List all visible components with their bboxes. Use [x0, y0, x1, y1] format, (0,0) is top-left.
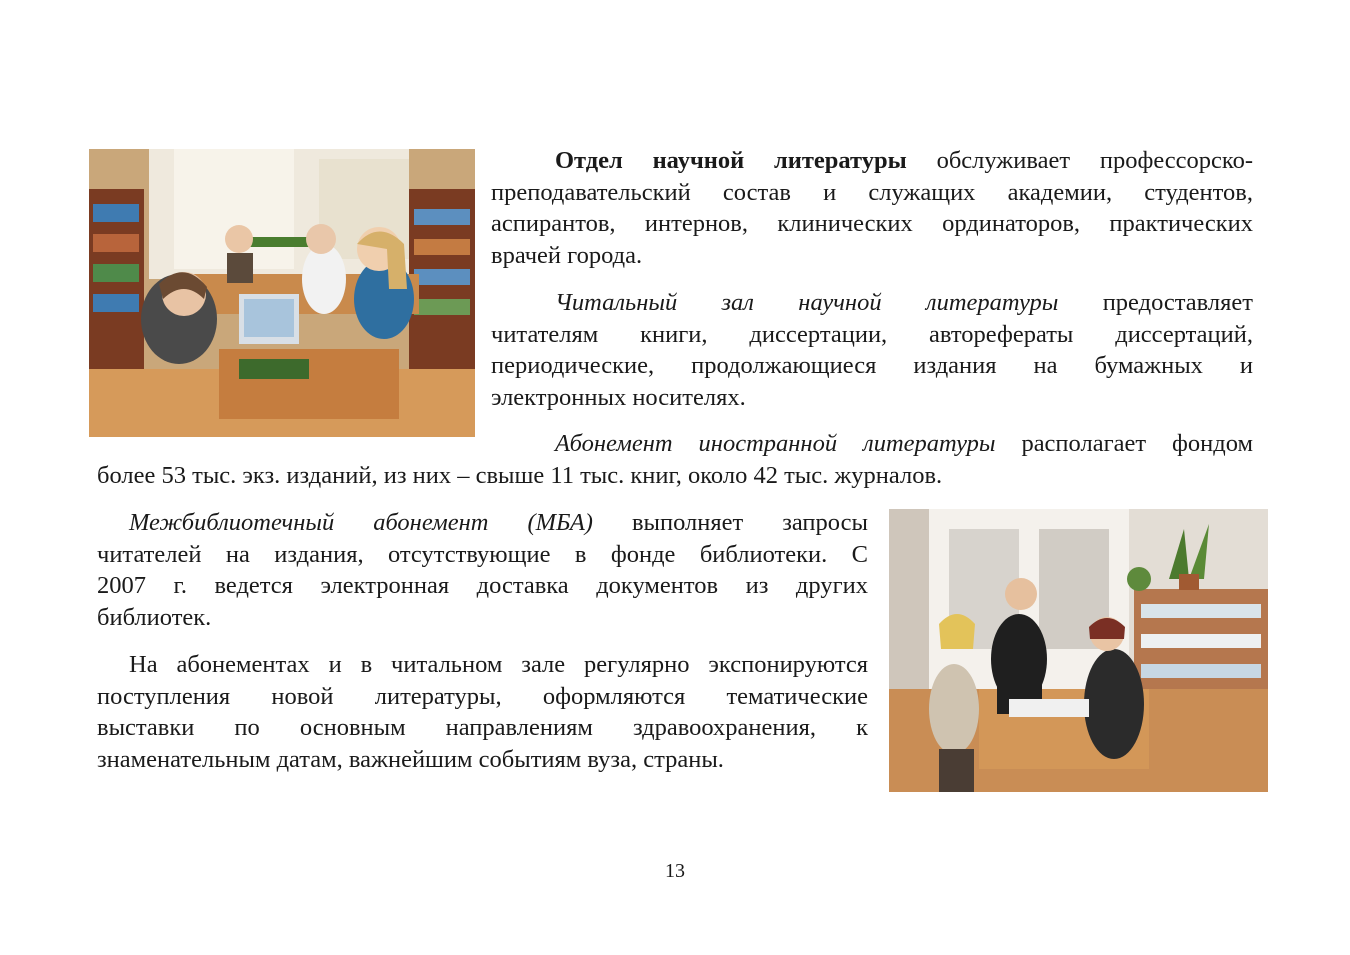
scientific-literature-line4: врачей города.	[491, 241, 643, 269]
section-scientific-literature-line1	[491, 145, 1253, 177]
interlibrary-loan-line4: библиотек.	[97, 603, 212, 631]
scientific-literature-line3: аспирантов, интернов, клинических ординаторов, практических	[491, 210, 1253, 237]
foreign-literature-line1-rest: располагает фондом	[1021, 430, 1253, 457]
reading-room-line4: электронных носителях.	[491, 383, 746, 411]
reading-room-line2: читателям книги, диссертации, авторефераты диссертаций,	[491, 320, 1253, 348]
interlibrary-loan-line1-rest: выполняет запросы	[631, 509, 868, 536]
foreign-literature-line2: более 53 тыс. экз. изданий, из них – свыше 11 тыс. книг, около 42 тыс. журналов.	[97, 461, 943, 489]
reading-room-line3: периодические, продолжающиеся издания на бумажных и	[491, 352, 1253, 379]
foreign-literature-title: Абонемент иностранной литературы	[555, 430, 996, 457]
exhibitions-line4: знаменательным датам, важнейшим событиям вуза, страны.	[97, 745, 724, 773]
interlibrary-loan-line1	[97, 507, 868, 539]
scientific-literature-line2: преподавательский состав и служащих академии, студентов,	[491, 178, 1253, 206]
photo-reading-room	[89, 149, 475, 437]
exhibitions-line1: На абонементах и в читальном зале регулярно экспонируются	[129, 651, 868, 678]
interlibrary-loan-title: Межбиблиотечный абонемент (МБА)	[129, 509, 593, 536]
interlibrary-loan-line3: 2007 г. ведется электронная доставка документов из других	[97, 572, 868, 599]
reading-room-line1-rest: предоставляет	[1102, 289, 1254, 316]
reading-room-line1	[491, 287, 1253, 319]
scientific-literature-title: Отдел научной литературы	[555, 147, 907, 174]
page-number: 13	[665, 860, 685, 882]
reading-room-title: Читальный зал научной литературы	[555, 289, 1059, 316]
exhibitions-line3: выставки по основным направлениям здравоохранения, к	[97, 714, 868, 741]
foreign-literature-line1	[491, 428, 1253, 460]
scientific-literature-line1-rest: обслуживает профессорско-	[936, 147, 1253, 174]
photo-subscription-desk	[889, 509, 1268, 792]
interlibrary-loan-line2: читателей на издания, отсутствующие в фонде библиотеки. С	[97, 540, 868, 568]
exhibitions-line2: поступления новой литературы, оформляются тематические	[97, 682, 868, 710]
